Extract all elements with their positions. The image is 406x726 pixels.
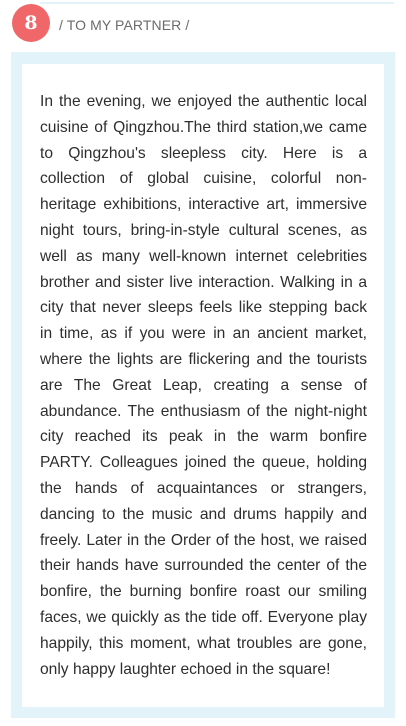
header-divider [40,2,394,4]
article-paragraph: In the evening, we enjoyed the authentic local cuisine of Qingzhou.The third station,we came to Qingzhou's sleepless city. Here is a collection of global cuisine, colorful non-heritage exhibitions, interactive art, immersive night tours, bring-in-style cultural scenes, as well as many well-known internet celebrities brother and sister live interaction. Walking in a city that never sleeps feels like stepping back in time, as if you were in an ancient market, where the lights are flickering and the tourists are The Great Leap, creating a sense of abundance. The enthusiasm of the night-night city reached its peak in the warm bonfire PARTY. Colleagues joined the queue, holding the hands of acquaintances or strangers, dancing to the music and drums happily and freely. Later in the Order of the host, we raised their hands have surrounded the center of the bonfire, the burning bonfire roast our smiling faces, we quickly as the tide off. Everyone play happily, this moment, what troubles are gone, only happy laughter echoed in the square! [40,93,367,678]
section-title: / TO MY PARTNER / [59,17,190,33]
article-card [11,52,395,718]
article-card-body [22,64,384,707]
section-header [0,0,406,48]
section-number-badge: 8 [12,4,50,42]
